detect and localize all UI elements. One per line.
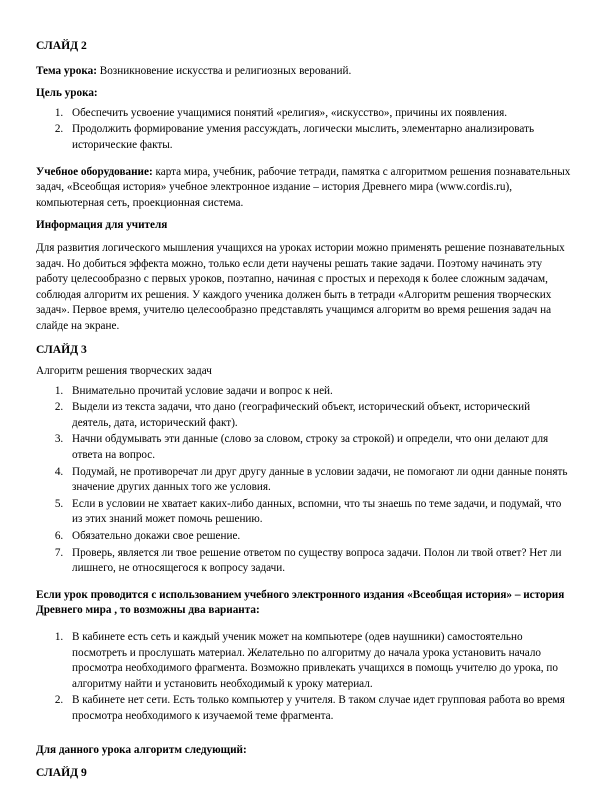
variants-list — [36, 630, 572, 725]
goals-list — [36, 106, 572, 154]
algorithm-step: 3. Начни обдумывать эти данные (слово за словом, строку за строкой) и определи, что они делают для ответа на вопрос. — [66, 432, 572, 463]
variants-intro: Если урок проводится с использованием учебного электронного издания «Всеобщая история» – история Древнего мира , то возможны два варианта: — [36, 588, 565, 617]
algorithm-step: 6. Обязательно докажи свое решение. — [66, 529, 572, 545]
topic-line — [36, 64, 572, 80]
algorithm-note: Для данного урока алгоритм следующий: — [36, 743, 247, 756]
topic-label: Тема урока: — [36, 64, 97, 77]
algorithm-step: 4. Подумай, не противоречат ли друг другу данные в условии задачи, не помогают ли одни данные понять значение других данных того же условия. — [66, 465, 572, 496]
algorithm-step: 1. Внимательно прочитай условие задачи и вопрос к ней. — [66, 384, 572, 400]
variant-item: 2. В кабинете нет сети. Есть только компьютер у учителя. В таком случае идет групповая работа во время просмотра необходимого к изучаемой теме фрагмента. — [66, 693, 572, 724]
topic-text: Возникновение искусства и религиозных верований. — [96, 64, 352, 77]
algorithm-step: 5. Если в условии не хватает каких-либо данных, вспомни, что ты знаешь по теме задачи, и подумай, что из этих знаний может помочь решению. — [66, 497, 572, 528]
equipment-text: карта мира, учебник, рабочие тетради, памятка с алгоритмом решения познавательных задач, «Всеобщая история» учебное электронное издание – история Древнего мира (www.cordis.ru), компьютерная сеть, проекционная система. — [36, 165, 571, 209]
algorithm-title: Алгоритм решения творческих задач — [36, 365, 212, 378]
goal-item: 2. Продолжить формирование умения рассуждать, логически мыслить, элементарно анализировать исторические факты. — [66, 122, 572, 153]
variant-item: 1. В кабинете есть сеть и каждый ученик может на компьютере (одев наушники) самостоятельно посмотреть и прослушать материал. Желательно по алгоритму до начала урока установить начало просмотра необходимого фрагмента. Возможно привлекать учащихся в помощь учителю до урока, по алгоритму найти и установить необходимый к уроку материал. — [66, 630, 572, 692]
equipment-paragraph — [36, 165, 572, 212]
teacher-info-label: Информация для учителя — [36, 219, 168, 232]
algorithm-steps — [36, 384, 572, 577]
slide3-heading: СЛАЙД 3 — [36, 342, 87, 356]
algorithm-step: 7. Проверь, является ли твое решение ответом по существу вопроса задачи. Полон ли твой ответ? Нет ли лишнего, не относящегося к вопросу задачи. — [66, 546, 572, 577]
equipment-label: Учебное оборудование: — [36, 165, 153, 178]
goal-item: 1. Обеспечить усвоение учащимися понятий «религия», «искусство», причины их появления. — [66, 106, 572, 122]
slide2-heading: СЛАЙД 2 — [36, 39, 87, 52]
algorithm-step: 2. Выдели из текста задачи, что дано (географический объект, исторический объект, исторический деятель, дата, исторический факт). — [66, 400, 572, 431]
slide9-heading: СЛАЙД 9 — [36, 766, 87, 780]
teacher-info-text: Для развития логического мышления учащихся на уроках истории можно применять решение познавательных задач. Но добиться эффекта можно, только если дети научены решать такие задачи. Поэтому начинать эту работу целесообразно с первых уроков, поэтапно, начиная с простых и переходя к более сложным задачам, соблюдая алгоритм их решения. У каждого ученика должен быть в тетради «Алгоритм решения творческих задач». Первое время, учителю целесообразно представлять учащимся алгоритм во время решения задач на слайде на экране. — [36, 241, 565, 332]
goal-label: Цель урока: — [36, 87, 98, 100]
